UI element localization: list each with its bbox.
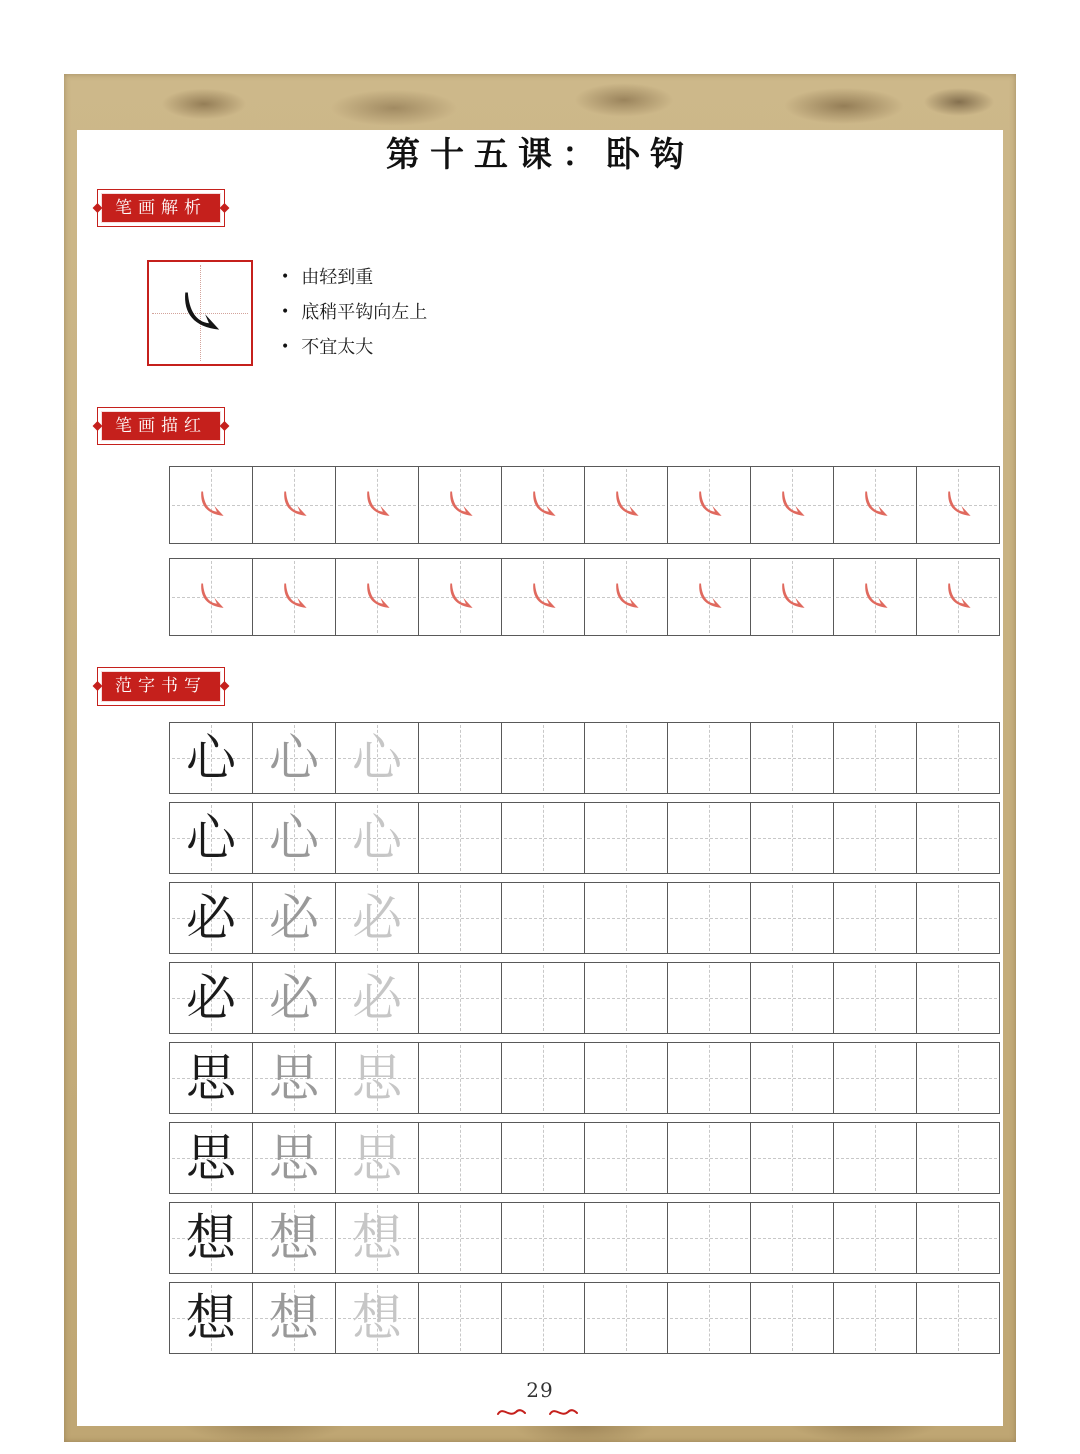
writing-row (169, 1202, 1003, 1274)
practice-cell (916, 1202, 1000, 1274)
tracing-cell (916, 466, 1000, 544)
writing-row (169, 802, 1003, 874)
stroke-analysis-row (147, 260, 1003, 366)
tracing-cell (750, 466, 834, 544)
practice-cell (252, 1042, 336, 1114)
practice-cell (335, 962, 419, 1034)
lying-hook-stroke-icon (771, 484, 813, 526)
tracing-cell (667, 466, 751, 544)
bullet-icon: • (281, 269, 290, 286)
tracing-cell (169, 466, 253, 544)
tracing-row (169, 466, 1003, 544)
writing-row (169, 722, 1003, 794)
stroke-tips-list (281, 260, 427, 365)
lying-hook-stroke-icon (605, 576, 647, 618)
writing-row (169, 1122, 1003, 1194)
practice-cell (750, 962, 834, 1034)
practice-cell (750, 1122, 834, 1194)
writing-row (169, 962, 1003, 1034)
practice-cell (252, 882, 336, 954)
tracing-grid (169, 466, 1003, 636)
practice-cell (169, 1122, 253, 1194)
practice-cell (335, 1282, 419, 1354)
practice-cell (584, 1122, 668, 1194)
trace-char: 心 (352, 728, 402, 787)
lying-hook-stroke-icon (190, 484, 232, 526)
practice-cell (169, 1202, 253, 1274)
tracing-cell (335, 466, 419, 544)
practice-cell (584, 1042, 668, 1114)
stroke-tip-text: 底稍平钩向左上 (301, 302, 428, 324)
section-badge-writing (97, 667, 225, 705)
trace-char: 思 (352, 1128, 402, 1187)
practice-cell (418, 882, 502, 954)
practice-cell (833, 962, 917, 1034)
bullet-icon: • (281, 339, 290, 356)
practice-cell (252, 722, 336, 794)
practice-cell (418, 722, 502, 794)
practice-cell (916, 722, 1000, 794)
trace-char: 必 (269, 888, 319, 947)
practice-cell (501, 882, 585, 954)
tracing-cell (916, 558, 1000, 636)
practice-cell (501, 722, 585, 794)
stroke-tip (281, 330, 427, 365)
practice-cell (418, 1042, 502, 1114)
practice-cell (667, 722, 751, 794)
lying-hook-stroke-icon (937, 576, 979, 618)
practice-cell (833, 1282, 917, 1354)
practice-cell (833, 1202, 917, 1274)
practice-cell (916, 1122, 1000, 1194)
tracing-cell (252, 466, 336, 544)
trace-char: 想 (352, 1288, 402, 1347)
practice-cell (169, 1282, 253, 1354)
tracing-cell (418, 558, 502, 636)
trace-char: 思 (269, 1128, 319, 1187)
practice-cell (252, 1122, 336, 1194)
practice-cell (335, 1202, 419, 1274)
tracing-cell (335, 558, 419, 636)
practice-cell (584, 802, 668, 874)
page-number: 29 (526, 1377, 554, 1402)
trace-char: 心 (269, 808, 319, 867)
page-title: 第十五课：卧钩 (386, 135, 694, 175)
practice-cell (252, 1202, 336, 1274)
example-char: 必 (186, 888, 236, 947)
practice-cell (335, 1122, 419, 1194)
bullet-icon: • (281, 304, 290, 321)
example-char: 心 (186, 808, 236, 867)
practice-cell (750, 1202, 834, 1274)
practice-cell (418, 1282, 502, 1354)
tracing-cell (584, 558, 668, 636)
lying-hook-stroke-icon (688, 576, 730, 618)
stroke-tip-text: 不宜太大 (301, 337, 374, 359)
practice-cell (584, 722, 668, 794)
trace-char: 思 (269, 1048, 319, 1107)
practice-cell (418, 1122, 502, 1194)
lying-hook-stroke-icon (771, 576, 813, 618)
practice-cell (833, 1122, 917, 1194)
section-badge-writing-label: 范字书写 (101, 671, 221, 701)
tracing-cell (501, 466, 585, 544)
lying-hook-stroke-icon (439, 576, 481, 618)
writing-row (169, 1282, 1003, 1354)
tracing-cell (501, 558, 585, 636)
lying-hook-stroke-icon (522, 484, 564, 526)
lying-hook-stroke-icon (854, 576, 896, 618)
practice-cell (501, 802, 585, 874)
practice-cell (916, 882, 1000, 954)
lying-hook-stroke-icon (439, 484, 481, 526)
practice-cell (833, 722, 917, 794)
practice-cell (584, 1282, 668, 1354)
practice-cell (252, 962, 336, 1034)
stroke-tip (281, 260, 427, 295)
practice-cell (335, 1042, 419, 1114)
practice-cell (750, 882, 834, 954)
practice-cell (833, 802, 917, 874)
worksheet-sheet (77, 130, 1003, 1426)
practice-cell (335, 882, 419, 954)
lying-hook-stroke-icon (937, 484, 979, 526)
tracing-cell (833, 558, 917, 636)
lying-hook-stroke-icon (688, 484, 730, 526)
lying-hook-stroke-icon (273, 576, 315, 618)
practice-cell (501, 1122, 585, 1194)
lying-hook-stroke-icon (605, 484, 647, 526)
practice-cell (750, 1282, 834, 1354)
writing-grid (169, 722, 1003, 1354)
practice-cell (667, 1202, 751, 1274)
practice-cell (501, 1042, 585, 1114)
tracing-cell (584, 466, 668, 544)
trace-char: 必 (269, 968, 319, 1027)
practice-cell (667, 882, 751, 954)
lying-hook-stroke-icon (854, 484, 896, 526)
practice-cell (584, 1202, 668, 1274)
practice-cell (916, 802, 1000, 874)
stroke-tip-text: 由轻到重 (301, 267, 374, 289)
practice-cell (833, 1042, 917, 1114)
section-badge-analysis-label: 笔画解析 (101, 193, 221, 223)
lying-hook-stroke-icon (190, 576, 232, 618)
trace-char: 思 (352, 1048, 402, 1107)
practice-cell (418, 962, 502, 1034)
section-badge-tracing-label: 笔画描红 (101, 411, 221, 441)
practice-cell (750, 1042, 834, 1114)
practice-cell (335, 802, 419, 874)
practice-cell (169, 1042, 253, 1114)
practice-cell (169, 722, 253, 794)
trace-char: 想 (269, 1288, 319, 1347)
lying-hook-stroke-icon (273, 484, 315, 526)
section-badge-analysis (97, 189, 225, 227)
stroke-example-box (147, 260, 253, 366)
tracing-cell (833, 466, 917, 544)
practice-cell (584, 882, 668, 954)
practice-cell (252, 1282, 336, 1354)
trace-char: 心 (352, 808, 402, 867)
tracing-row (169, 558, 1003, 636)
practice-cell (501, 1282, 585, 1354)
practice-cell (916, 962, 1000, 1034)
practice-cell (667, 1122, 751, 1194)
footer-ornament-icon (494, 1404, 586, 1420)
example-char: 思 (186, 1128, 236, 1187)
practice-cell (169, 962, 253, 1034)
practice-cell (916, 1282, 1000, 1354)
trace-char: 必 (352, 968, 402, 1027)
tracing-cell (667, 558, 751, 636)
practice-cell (169, 882, 253, 954)
practice-cell (667, 1282, 751, 1354)
trace-char: 必 (352, 888, 402, 947)
practice-cell (750, 722, 834, 794)
scroll-background (64, 74, 1016, 1442)
section-badge-tracing (97, 407, 225, 445)
worksheet-content (77, 130, 1003, 1426)
practice-cell (584, 962, 668, 1034)
practice-cell (501, 1202, 585, 1274)
writing-row (169, 882, 1003, 954)
practice-cell (418, 802, 502, 874)
lying-hook-stroke-icon (356, 576, 398, 618)
stroke-tip (281, 295, 427, 330)
practice-cell (335, 722, 419, 794)
practice-cell (501, 962, 585, 1034)
tracing-cell (750, 558, 834, 636)
tracing-cell (418, 466, 502, 544)
practice-cell (916, 1042, 1000, 1114)
example-char: 想 (186, 1208, 236, 1267)
trace-char: 想 (352, 1208, 402, 1267)
practice-cell (750, 802, 834, 874)
practice-cell (169, 802, 253, 874)
example-char: 必 (186, 968, 236, 1027)
practice-cell (252, 802, 336, 874)
page-footer (77, 1378, 1003, 1420)
example-char: 想 (186, 1288, 236, 1347)
tracing-cell (252, 558, 336, 636)
lying-hook-stroke-icon (356, 484, 398, 526)
example-char: 心 (186, 728, 236, 787)
writing-row (169, 1042, 1003, 1114)
practice-cell (667, 962, 751, 1034)
tracing-cell (169, 558, 253, 636)
trace-char: 心 (269, 728, 319, 787)
practice-cell (667, 802, 751, 874)
example-char: 思 (186, 1048, 236, 1107)
practice-cell (667, 1042, 751, 1114)
practice-cell (833, 882, 917, 954)
practice-cell (418, 1202, 502, 1274)
lying-hook-stroke-icon (522, 576, 564, 618)
lying-hook-stroke-icon (168, 281, 232, 345)
trace-char: 想 (269, 1208, 319, 1267)
